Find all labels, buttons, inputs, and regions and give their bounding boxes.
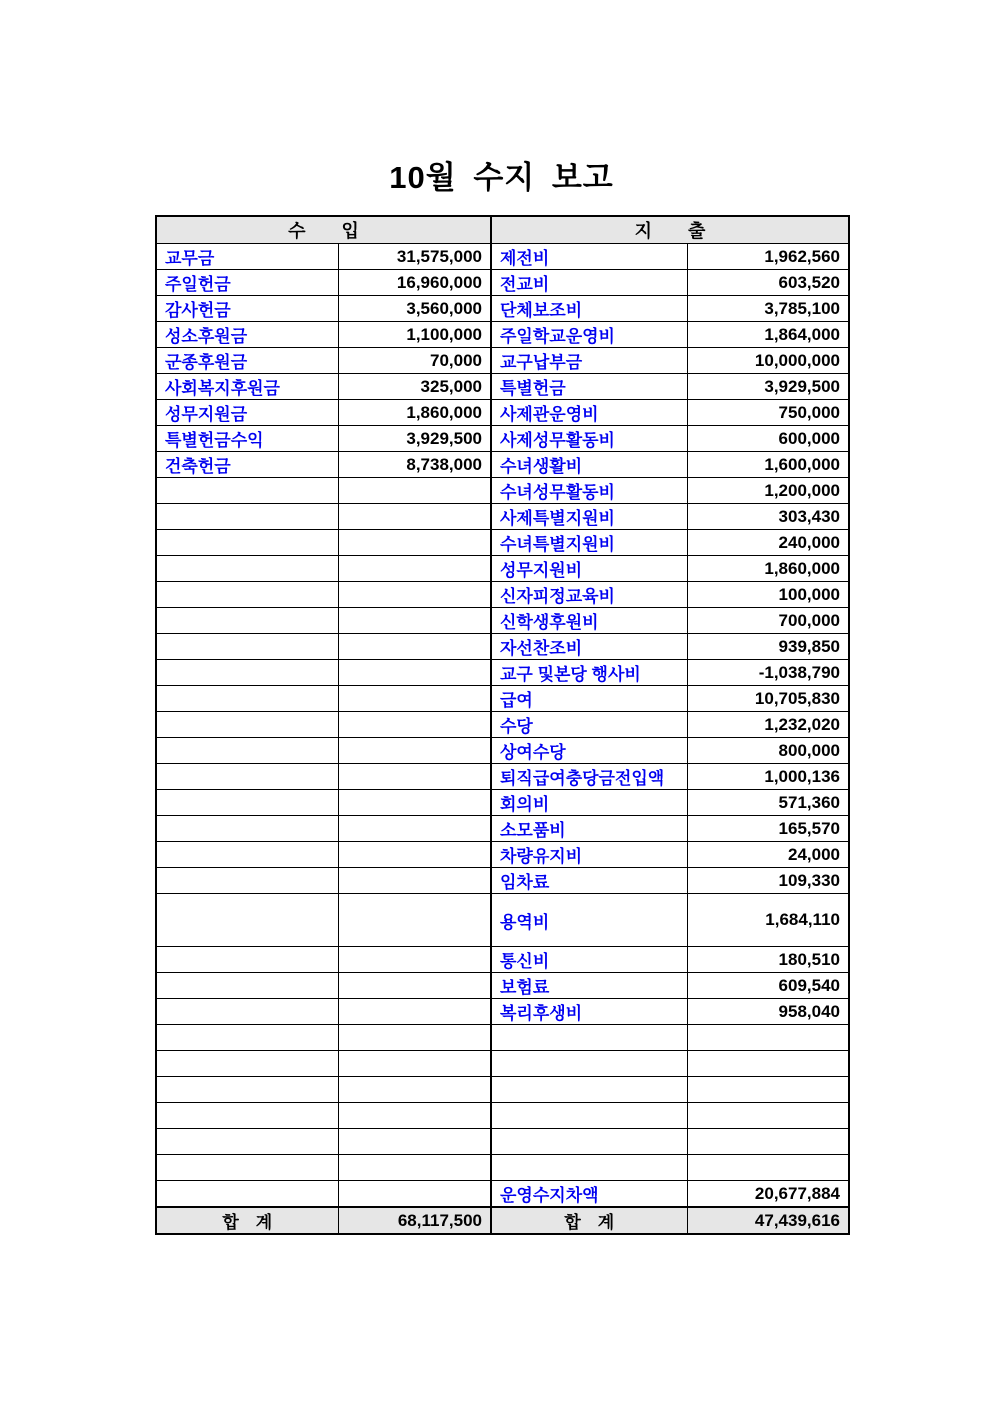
expense-item-cell: 전교비 [491, 270, 687, 296]
income-item-cell [156, 1181, 338, 1208]
table-row [156, 244, 849, 270]
expense-amount-cell: 10,000,000 [687, 348, 849, 374]
income-total-amount: 68,117,500 [338, 1207, 491, 1234]
expense-item-cell: 보험료 [491, 973, 687, 999]
table-row [156, 973, 849, 999]
income-item-cell: 군종후원금 [156, 348, 338, 374]
income-amount-cell: 325,000 [338, 374, 491, 400]
expense-item-cell: 퇴직급여충당금전입액 [491, 764, 687, 790]
income-item-cell: 주일헌금 [156, 270, 338, 296]
income-item-cell: 성소후원금 [156, 322, 338, 348]
table-row [156, 452, 849, 478]
income-amount-cell [338, 868, 491, 894]
expense-item-cell [491, 1077, 687, 1103]
expense-item-cell: 교구 및본당 행사비 [491, 660, 687, 686]
expense-amount-cell: 700,000 [687, 608, 849, 634]
expense-item-cell: 단체보조비 [491, 296, 687, 322]
table-row [156, 738, 849, 764]
income-amount-cell [338, 1103, 491, 1129]
expense-amount-cell: 571,360 [687, 790, 849, 816]
income-item-cell [156, 1155, 338, 1181]
income-item-cell [156, 712, 338, 738]
expense-item-cell: 성무지원비 [491, 556, 687, 582]
expense-item-cell: 사제성무활동비 [491, 426, 687, 452]
table-row [156, 400, 849, 426]
expense-amount-cell: 303,430 [687, 504, 849, 530]
income-item-cell: 건축헌금 [156, 452, 338, 478]
expense-item-cell: 신학생후원비 [491, 608, 687, 634]
income-item-cell [156, 1051, 338, 1077]
expense-amount-cell [687, 1103, 849, 1129]
income-item-cell [156, 1103, 338, 1129]
expense-amount-cell: 20,677,884 [687, 1181, 849, 1208]
table-row [156, 712, 849, 738]
income-item-cell [156, 894, 338, 947]
expense-item-cell: 교구납부금 [491, 348, 687, 374]
table-row [156, 1103, 849, 1129]
table-row [156, 660, 849, 686]
table-row [156, 478, 849, 504]
expense-amount-cell: 1,600,000 [687, 452, 849, 478]
expense-amount-cell: 1,000,136 [687, 764, 849, 790]
income-amount-cell [338, 947, 491, 973]
expense-item-cell: 주일학교운영비 [491, 322, 687, 348]
income-item-cell [156, 1077, 338, 1103]
table-row [156, 894, 849, 947]
income-amount-cell [338, 530, 491, 556]
income-item-cell: 교무금 [156, 244, 338, 270]
expense-item-cell [491, 1025, 687, 1051]
table-body [156, 244, 849, 1208]
income-item-cell [156, 660, 338, 686]
income-item-cell [156, 738, 338, 764]
income-item-cell: 특별헌금수익 [156, 426, 338, 452]
expense-amount-cell: 100,000 [687, 582, 849, 608]
table-row [156, 322, 849, 348]
table-row [156, 530, 849, 556]
income-item-cell [156, 1025, 338, 1051]
expense-amount-cell: 1,200,000 [687, 478, 849, 504]
income-item-cell [156, 816, 338, 842]
expense-amount-cell [687, 1051, 849, 1077]
income-amount-cell [338, 556, 491, 582]
income-amount-cell [338, 634, 491, 660]
table-row [156, 790, 849, 816]
expense-amount-cell: 939,850 [687, 634, 849, 660]
income-item-cell [156, 582, 338, 608]
expense-item-cell [491, 1155, 687, 1181]
expense-amount-cell [687, 1025, 849, 1051]
table-row [156, 1051, 849, 1077]
expense-item-cell: 제전비 [491, 244, 687, 270]
income-item-cell [156, 686, 338, 712]
income-amount-cell [338, 504, 491, 530]
expense-amount-cell: 600,000 [687, 426, 849, 452]
table-row [156, 608, 849, 634]
income-amount-cell: 31,575,000 [338, 244, 491, 270]
expense-item-cell: 급여 [491, 686, 687, 712]
expense-amount-cell: 3,929,500 [687, 374, 849, 400]
income-column-header: 수 입 [156, 216, 491, 244]
expense-amount-cell: 24,000 [687, 842, 849, 868]
expense-amount-cell: 958,040 [687, 999, 849, 1025]
expense-item-cell [491, 1103, 687, 1129]
expense-amount-cell: -1,038,790 [687, 660, 849, 686]
expense-item-cell: 사제특별지원비 [491, 504, 687, 530]
income-amount-cell [338, 894, 491, 947]
total-row [156, 1207, 849, 1234]
income-item-cell [156, 842, 338, 868]
expense-item-cell: 수당 [491, 712, 687, 738]
expense-item-cell: 회의비 [491, 790, 687, 816]
expense-item-cell: 수녀생활비 [491, 452, 687, 478]
expense-item-cell: 차량유지비 [491, 842, 687, 868]
expense-item-cell [491, 1129, 687, 1155]
expense-amount-cell: 10,705,830 [687, 686, 849, 712]
expense-amount-cell: 240,000 [687, 530, 849, 556]
expense-item-cell: 운영수지차액 [491, 1181, 687, 1208]
income-amount-cell [338, 1129, 491, 1155]
income-amount-cell: 8,738,000 [338, 452, 491, 478]
expense-total-label: 합 계 [491, 1207, 687, 1234]
income-item-cell [156, 478, 338, 504]
header-row [156, 216, 849, 244]
income-amount-cell [338, 816, 491, 842]
table-row [156, 764, 849, 790]
income-item-cell [156, 1129, 338, 1155]
expense-amount-cell: 180,510 [687, 947, 849, 973]
income-amount-cell [338, 582, 491, 608]
expense-item-cell: 수녀성무활동비 [491, 478, 687, 504]
table-row [156, 842, 849, 868]
expense-amount-cell: 750,000 [687, 400, 849, 426]
expense-amount-cell [687, 1129, 849, 1155]
table-row [156, 1077, 849, 1103]
expense-total-amount: 47,439,616 [687, 1207, 849, 1234]
table-row [156, 348, 849, 374]
expense-amount-cell: 1,962,560 [687, 244, 849, 270]
table-row [156, 947, 849, 973]
income-total-label: 합 계 [156, 1207, 338, 1234]
table-row [156, 1025, 849, 1051]
income-item-cell [156, 790, 338, 816]
table-row [156, 1181, 849, 1208]
income-amount-cell: 3,929,500 [338, 426, 491, 452]
table-row [156, 816, 849, 842]
expense-amount-cell: 609,540 [687, 973, 849, 999]
income-amount-cell [338, 790, 491, 816]
expense-item-cell: 상여수당 [491, 738, 687, 764]
income-amount-cell [338, 1181, 491, 1208]
income-item-cell [156, 973, 338, 999]
income-amount-cell [338, 686, 491, 712]
expense-item-cell: 통신비 [491, 947, 687, 973]
income-amount-cell [338, 764, 491, 790]
income-expense-table [155, 215, 850, 1235]
table-row [156, 1155, 849, 1181]
income-item-cell [156, 504, 338, 530]
income-amount-cell [338, 1155, 491, 1181]
income-item-cell [156, 608, 338, 634]
page-title: 10월 수지 보고 [389, 160, 614, 195]
income-amount-cell: 1,100,000 [338, 322, 491, 348]
expense-item-cell [491, 1051, 687, 1077]
income-item-cell [156, 947, 338, 973]
table-row [156, 1129, 849, 1155]
income-amount-cell [338, 1051, 491, 1077]
expense-amount-cell: 1,864,000 [687, 322, 849, 348]
expense-amount-cell: 603,520 [687, 270, 849, 296]
expense-amount-cell: 109,330 [687, 868, 849, 894]
expense-item-cell: 신자피정교육비 [491, 582, 687, 608]
income-item-cell: 사회복지후원금 [156, 374, 338, 400]
expense-amount-cell [687, 1077, 849, 1103]
table-row [156, 686, 849, 712]
expense-amount-cell: 1,860,000 [687, 556, 849, 582]
income-amount-cell: 70,000 [338, 348, 491, 374]
income-amount-cell [338, 712, 491, 738]
table-row [156, 999, 849, 1025]
income-item-cell [156, 868, 338, 894]
table-row [156, 556, 849, 582]
income-amount-cell [338, 1025, 491, 1051]
income-amount-cell [338, 973, 491, 999]
income-item-cell [156, 999, 338, 1025]
expense-amount-cell: 1,232,020 [687, 712, 849, 738]
income-item-cell [156, 530, 338, 556]
expense-amount-cell: 3,785,100 [687, 296, 849, 322]
income-amount-cell [338, 478, 491, 504]
income-amount-cell [338, 842, 491, 868]
table-row [156, 374, 849, 400]
table-row [156, 426, 849, 452]
expense-item-cell: 용역비 [491, 894, 687, 947]
table-row [156, 868, 849, 894]
income-amount-cell [338, 1077, 491, 1103]
income-item-cell [156, 556, 338, 582]
table-row [156, 270, 849, 296]
table-row [156, 296, 849, 322]
table-row [156, 634, 849, 660]
expense-item-cell: 자선찬조비 [491, 634, 687, 660]
expense-column-header: 지 출 [491, 216, 849, 244]
expense-item-cell: 수녀특별지원비 [491, 530, 687, 556]
income-amount-cell: 1,860,000 [338, 400, 491, 426]
expense-amount-cell [687, 1155, 849, 1181]
expense-item-cell: 임차료 [491, 868, 687, 894]
expense-item-cell: 소모품비 [491, 816, 687, 842]
income-amount-cell: 16,960,000 [338, 270, 491, 296]
income-item-cell [156, 634, 338, 660]
income-amount-cell: 3,560,000 [338, 296, 491, 322]
expense-amount-cell: 1,684,110 [687, 894, 849, 947]
expense-amount-cell: 165,570 [687, 816, 849, 842]
expense-item-cell: 사제관운영비 [491, 400, 687, 426]
table-row [156, 504, 849, 530]
table-header [156, 216, 849, 244]
income-amount-cell [338, 608, 491, 634]
income-amount-cell [338, 999, 491, 1025]
expense-item-cell: 특별헌금 [491, 374, 687, 400]
income-amount-cell [338, 660, 491, 686]
expense-amount-cell: 800,000 [687, 738, 849, 764]
table-footer [156, 1207, 849, 1234]
income-item-cell [156, 764, 338, 790]
expense-item-cell: 복리후생비 [491, 999, 687, 1025]
income-item-cell: 감사헌금 [156, 296, 338, 322]
income-amount-cell [338, 738, 491, 764]
income-item-cell: 성무지원금 [156, 400, 338, 426]
table-row [156, 582, 849, 608]
